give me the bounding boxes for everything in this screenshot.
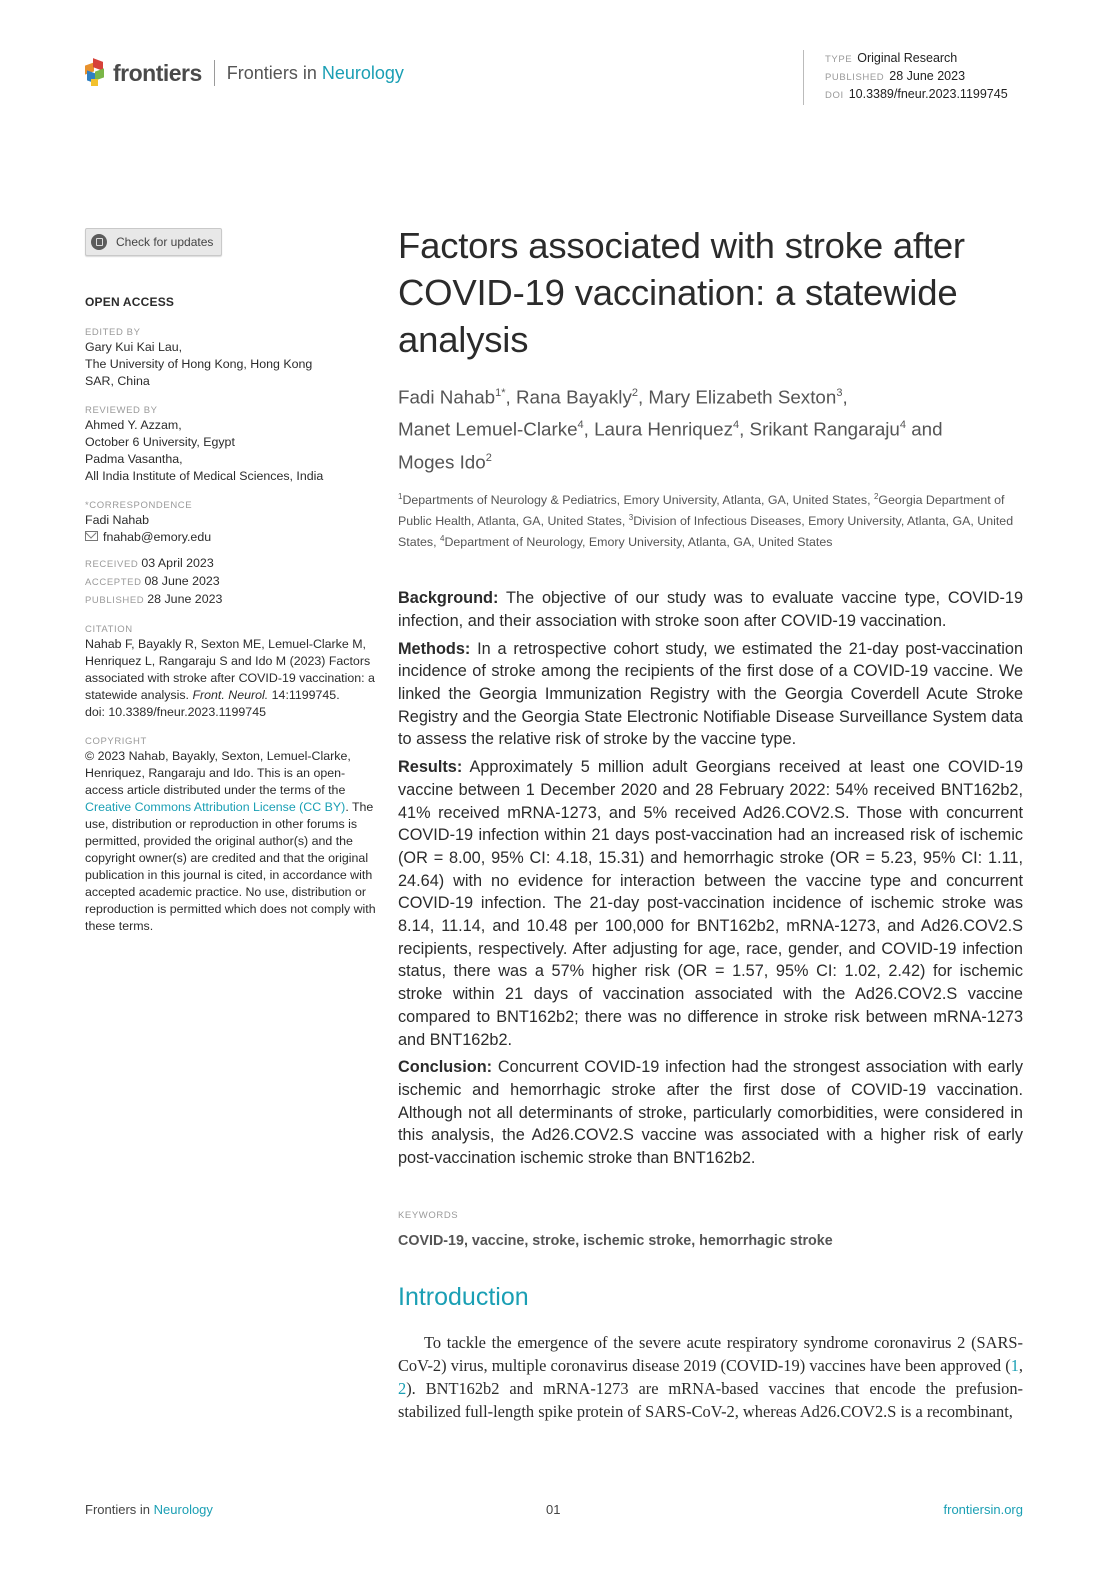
abstract-section-label: Results:	[398, 758, 463, 777]
intro-text-cont: ). BNT162b2 and mRNA-1273 are mRNA-based vaccines that encode the prefusion-stabilized full-length spike protein of SARS-CoV-2, whereas Ad26.COV2.S is a recombinant,	[398, 1378, 1023, 1421]
journal-prefix: Frontiers in	[226, 62, 317, 83]
author-separator: ,	[739, 418, 750, 440]
copyright-text	[85, 748, 377, 935]
logo-divider	[214, 60, 215, 86]
author-name[interactable]: Manet Lemuel-Clarke	[398, 418, 578, 440]
citation-text	[85, 636, 377, 721]
accepted-date: 08 June 2023	[144, 574, 220, 588]
correspondence-name: Fadi Nahab	[85, 513, 150, 527]
received-date: 03 April 2023	[141, 556, 214, 570]
doi-value[interactable]: 10.3389/fneur.2023.1199745	[848, 87, 1008, 101]
type-label: TYPE	[825, 54, 853, 65]
reviewed-by-list	[85, 417, 377, 485]
citation-volume: 14:1199745.	[271, 688, 340, 702]
dates	[85, 555, 377, 609]
check-for-updates-button[interactable]	[85, 228, 222, 256]
keywords-label: KEYWORDS	[398, 1209, 459, 1221]
open-access-label: OPEN ACCESS	[85, 295, 175, 309]
author-affiliation-marker: 4	[732, 419, 740, 432]
abstract-section-text: Concurrent COVID-19 infection had the strongest association with early ischemic and hemorrhagic stroke after the first dose of COVID-19 vaccination. Although not all determinants of stroke, particularly comorbidities, were considered in this analysis, the Ad26.COV2.S vaccine was associated with a higher risk of early post-vaccination ischemic stroke than BNT162b2.	[398, 1058, 1023, 1168]
received-label: RECEIVED	[85, 559, 139, 570]
abstract	[398, 587, 1023, 1170]
author-affiliation-marker: 2	[631, 387, 638, 399]
copyright-terms: . The use, distribution or reproduction in other forums is permitted, provided the original author(s) and the copyright owner(s) are credited and that the original publication in this journal is cited, in accordance with accepted academic practice. No use, distribution or reproduction is permitted which does not comply with these terms.	[85, 800, 376, 933]
author-name[interactable]: Rana Bayakly	[515, 386, 632, 408]
frontiers-logo-icon	[85, 60, 107, 86]
affiliation-text: Departments of Neurology & Pediatrics, Emory University, Atlanta, GA, United States,	[402, 492, 874, 507]
author-separator: ,	[637, 386, 649, 408]
citation-journal: Front. Neurol.	[192, 688, 269, 702]
reviewed-by-label: REVIEWED BY	[85, 405, 158, 416]
abstract-section	[398, 587, 1023, 632]
author-affiliation-marker: 2	[485, 451, 492, 464]
abstract-section-text: Approximately 5 million adult Georgians received at least one COVID-19 vaccine between 1 December 2020 and 28 February 2022: 54% received BNT162b2, 41% received mRNA-1273, and 5% received Ad26.COV2.S. Those with concurrent COVID-19 infection within 21 days post-vaccination had an increased risk of ischemic (OR = 8.00, 95% CI: 4.18, 15.31) and hemorrhagic stroke (OR = 5.23, 95% CI: 1.11, 24.64) with no evidence for interaction between the vaccine type and concurrent COVID-19 infection. The 21-day post-vaccination incidence of ischemic stroke was 8.14, 11.14, and 10.48 per 100,000 for BNT162b2, mRNA-1273, and Ad26.COV2.S recipients, respectively. After adjusting for age, race, gender, and COVID-19 infection status, there was a 57% higher risk (OR = 1.57, 95% CI: 1.02, 2.42) for ischemic stroke within 21 days of vaccination associated with the Ad26.COV2.S vaccine compared to BNT162b2; there was no difference in stroke risk between mRNA-1273 and BNT162b2.	[398, 758, 1023, 1049]
affiliation-text: Division of Infectious Diseases, Emory University, Atlanta, GA, United States,	[398, 514, 1014, 550]
copyright-label: COPYRIGHT	[85, 736, 147, 747]
article-type: Original Research	[857, 51, 958, 65]
reference-link[interactable]: 1	[1010, 1355, 1019, 1375]
affiliation-marker: 1	[398, 491, 403, 501]
published-date: 28 June 2023	[889, 69, 966, 83]
affiliation-marker: 2	[873, 491, 879, 501]
reviewer-line: All India Institute of Medical Sciences, India	[85, 469, 324, 483]
license-link[interactable]: Creative Commons Attribution License (CC BY)	[85, 800, 346, 814]
doi-label: DOI	[825, 90, 844, 101]
author-separator: ,	[505, 386, 516, 408]
affiliation-text: Department of Neurology, Emory University, Atlanta, GA, United States	[444, 535, 833, 550]
edited-by-label: EDITED BY	[85, 327, 141, 338]
mail-icon	[85, 531, 98, 541]
introduction-heading: Introduction	[398, 1282, 529, 1311]
author-name[interactable]: Moges Ido	[398, 450, 486, 472]
abstract-section	[398, 1056, 1023, 1170]
author-name[interactable]: Mary Elizabeth Sexton	[648, 386, 837, 408]
footer-site-link[interactable]: frontiersin.org	[943, 1502, 1023, 1517]
journal-title: Neurology	[321, 62, 404, 83]
intro-ref-separator: ,	[1018, 1355, 1023, 1375]
author-affiliation-marker: 1*	[495, 387, 506, 399]
editor-line: SAR, China	[85, 374, 150, 388]
affiliation-text: Georgia Department of Public Health, Atlanta, GA, United States,	[398, 492, 1005, 529]
sidebar	[85, 228, 377, 935]
introduction-paragraph	[398, 1331, 1023, 1423]
copyright-body: © 2023 Nahab, Bayakly, Sexton, Lemuel-Clarke, Henriquez, Rangaraju and Ido. This is an open-access article distributed under the terms of the	[85, 749, 351, 797]
abstract-section	[398, 756, 1023, 1051]
abstract-section-label: Methods:	[398, 639, 471, 658]
author-name[interactable]: Fadi Nahab	[398, 386, 496, 408]
abstract-section-text: In a retrospective cohort study, we estimated the 21-day post-vaccination incidence of stroke among the recipients of the first dose of a COVID-19 vaccine. We linked the Georgia Immunization Registry with the Georgia Coverdell Acute Stroke Registry and the Georgia State Electronic Notifiable Disease Surveillance System data to assess the relative risk of stroke by the vaccine type.	[398, 639, 1023, 749]
author-affiliation-marker: 3	[836, 387, 843, 399]
bookmark-icon	[91, 234, 107, 250]
editor-line: Gary Kui Kai Lau,	[85, 340, 183, 354]
affiliation-marker: 3	[628, 512, 634, 522]
page-number: 01	[546, 1502, 561, 1517]
author-separator: and	[906, 418, 943, 440]
author-name[interactable]: Srikant Rangaraju	[749, 418, 900, 440]
affiliations	[398, 488, 1023, 551]
abstract-section-label: Conclusion:	[398, 1058, 493, 1077]
abstract-section-label: Background:	[398, 589, 499, 608]
article-title: Factors associated with stroke after COVID-19 vaccination: a statewide analysis	[398, 225, 965, 360]
reference-link[interactable]: 2	[398, 1378, 407, 1398]
correspondence-email-row[interactable]	[85, 529, 377, 546]
citation-doi[interactable]: doi: 10.3389/fneur.2023.1199745	[85, 705, 266, 719]
keywords: COVID-19, vaccine, stroke, ischemic stroke, hemorrhagic stroke	[398, 1232, 833, 1249]
correspondence-email[interactable]: fnahab@emory.edu	[103, 530, 212, 544]
reviewer-line: Ahmed Y. Azzam,	[85, 418, 182, 432]
author-list	[398, 379, 1023, 476]
abstract-section-text: The objective of our study was to evaluate vaccine type, COVID-19 infection, and their association with stroke soon after COVID-19 vaccination.	[398, 589, 1023, 630]
footer-journal-name: Neurology	[153, 1502, 213, 1517]
author-affiliation-marker: 4	[899, 419, 907, 432]
journal-name	[227, 63, 404, 84]
reviewer-line: October 6 University, Egypt	[85, 435, 235, 449]
accepted-label: ACCEPTED	[85, 577, 142, 588]
logo-wordmark: frontiers	[113, 59, 202, 86]
citation-body: Nahab F, Bayakly R, Sexton ME, Lemuel-Clarke M, Henriquez L, Rangaraju S and Ido M (2023) Factors associated with stroke after COVID-19 vaccination: a statewide analysis.	[85, 637, 375, 702]
sidebar-published-label: PUBLISHED	[85, 595, 145, 606]
intro-text: To tackle the emergence of the severe acute respiratory syndrome coronavirus 2 (SARS-CoV-2) virus, multiple coronavirus disease 2019 (COVID-19) vaccines have been approved (	[398, 1332, 1023, 1375]
footer-journal	[85, 1502, 213, 1517]
footer-journal-prefix: Frontiers in	[85, 1502, 151, 1517]
author-separator: ,	[842, 386, 848, 408]
article-meta	[803, 50, 1008, 105]
author-affiliation-marker: 4	[577, 419, 584, 432]
author-name[interactable]: Laura Henriquez	[594, 418, 733, 440]
edited-by-list	[85, 339, 377, 390]
citation-label: CITATION	[85, 624, 133, 635]
affiliation-marker: 4	[440, 534, 445, 544]
editor-line: The University of Hong Kong, Hong Kong	[85, 357, 313, 371]
article-main	[398, 222, 1023, 1423]
sidebar-published-date: 28 June 2023	[147, 592, 223, 606]
author-separator: ,	[583, 418, 595, 440]
published-label: PUBLISHED	[825, 72, 885, 83]
correspondence-label: *CORRESPONDENCE	[85, 500, 193, 511]
reviewer-line: Padma Vasantha,	[85, 452, 183, 466]
frontiers-logo[interactable]	[85, 58, 404, 88]
check-updates-label: Check for updates	[116, 234, 214, 249]
abstract-section	[398, 638, 1023, 752]
